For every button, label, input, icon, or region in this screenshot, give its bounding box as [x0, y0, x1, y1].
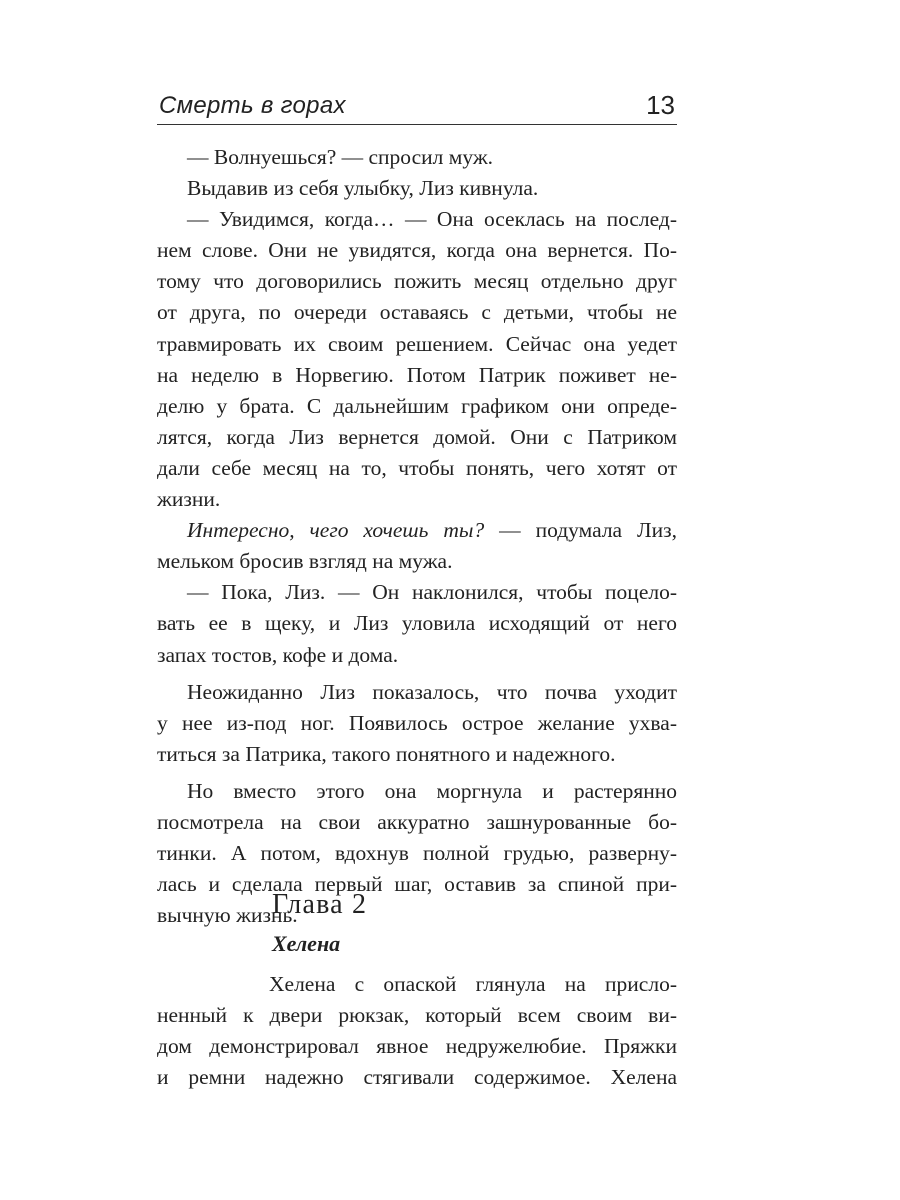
- paragraph-2: [157, 173, 677, 204]
- running-title: Смерть в горах: [159, 92, 346, 119]
- text-line: вычную жизнь.: [157, 903, 298, 928]
- text-line: — Пока, Лиз. — Он наклонился, чтобы поцело-: [187, 580, 677, 605]
- paragraph-6: [157, 677, 677, 770]
- paragraph-5: [157, 577, 677, 670]
- running-header: [157, 88, 677, 125]
- text-line: и ремни надежно стягивали содержимое. Хелена: [157, 1065, 677, 1090]
- text-line: дали себе месяц на то, чтобы понять, чего хотят от: [157, 455, 677, 480]
- paragraph-1: [157, 142, 677, 173]
- text-line: лась и сделала первый шаг, оставив за спиной при-: [157, 872, 677, 897]
- text-line: нем слове. Они не увидятся, когда она вернется. По-: [157, 238, 677, 263]
- text-line: тому что договорились пожить месяц отдельно друг: [157, 269, 677, 294]
- text-line: тинки. А потом, вдохнув полной грудью, разверну-: [157, 841, 677, 866]
- text-line: делю у брата. С дальнейшим графиком они опреде-: [157, 393, 677, 418]
- text-line: Выдавив из себя улыбку, Лиз кивнула.: [187, 176, 539, 201]
- text-line: Хелена с опаской глянула на присло-: [269, 972, 677, 996]
- text-line: травмировать их своим решением. Сейчас она уедет: [157, 331, 677, 356]
- text-line: от друга, по очереди оставаясь с детьми, чтобы не: [157, 300, 677, 325]
- text-line: жизни.: [157, 487, 221, 512]
- main-text: [157, 142, 677, 931]
- chapter-paragraph-1: [157, 969, 677, 1093]
- text-line: дом демонстрировал явное недружелюбие. Пряжки: [157, 1034, 677, 1059]
- text-line: — Увидимся, когда… — Она осеклась на послед-: [187, 207, 677, 232]
- text-line: [157, 515, 677, 546]
- text-line: ненный к двери рюкзак, который всем своим ви-: [157, 1003, 677, 1028]
- chapter-text: [157, 969, 677, 1093]
- paragraph-4: [157, 515, 677, 577]
- text-fragment: — подумала Лиз,: [484, 518, 677, 543]
- text-line: — Волнуешься? — спросил муж.: [187, 145, 494, 169]
- chapter-title: Глава 2: [272, 889, 368, 920]
- paragraph-7: [157, 776, 677, 931]
- chapter-subtitle: Хелена: [272, 931, 341, 956]
- text-line: запах тостов, кофе и дома.: [157, 642, 399, 667]
- italic-thought: Интересно, чего хочешь ты?: [187, 518, 485, 543]
- paragraph-3: [157, 204, 677, 515]
- text-line: титься за Патрика, такого понятного и надежного.: [157, 741, 616, 766]
- text-line: лятся, когда Лиз вернется домой. Они с Патриком: [157, 424, 677, 449]
- text-line: Но вместо этого она моргнула и растерянно: [187, 778, 677, 803]
- text-line: вать ее в щеку, и Лиз уловила исходящий от него: [157, 611, 677, 636]
- text-line: посмотрела на свои аккуратно зашнурованные бо-: [157, 809, 677, 834]
- page-number: 13: [646, 90, 675, 120]
- text-line: у нее из-под ног. Появилось острое желание ухва-: [157, 710, 677, 735]
- text-line: мельком бросив взгляд на мужа.: [157, 549, 453, 574]
- text-line: на неделю в Норвегию. Потом Патрик поживет не-: [157, 362, 677, 387]
- text-line: Неожиданно Лиз показалось, что почва уходит: [187, 679, 677, 704]
